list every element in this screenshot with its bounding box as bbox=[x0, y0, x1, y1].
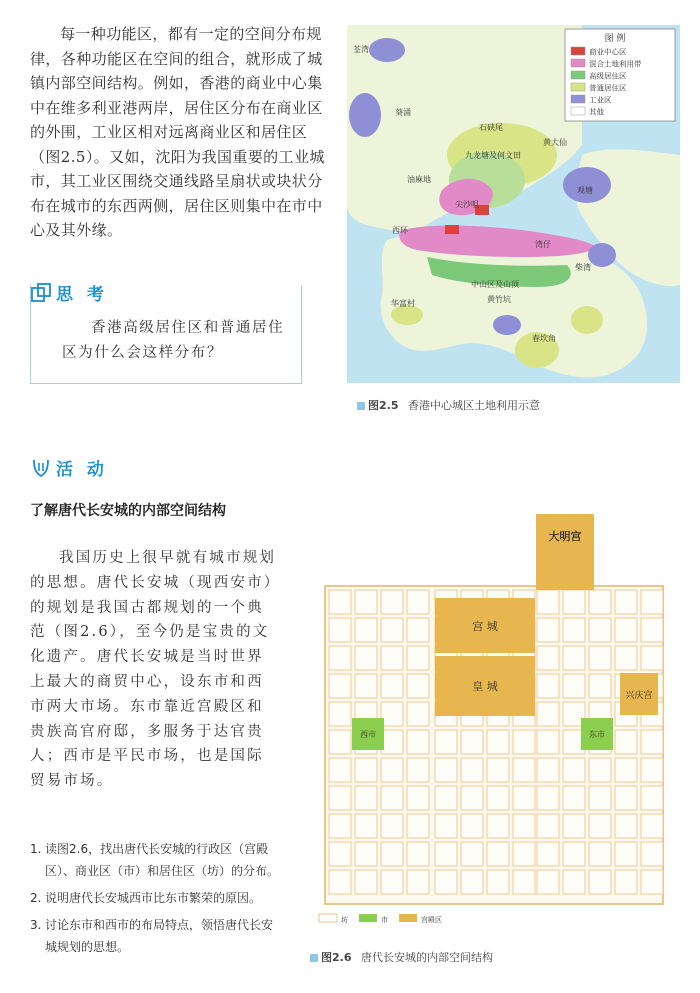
ward-block bbox=[487, 814, 509, 838]
ward-block bbox=[641, 590, 663, 614]
think-question: 香港高级居住区和普通居住区为什么会这样分布？ bbox=[62, 320, 285, 361]
ward-block bbox=[563, 674, 585, 698]
legend-swatch-market bbox=[359, 914, 377, 922]
map-place-label: 华富村 bbox=[391, 299, 415, 308]
ward-block bbox=[329, 646, 351, 670]
map-legend bbox=[565, 29, 675, 121]
think-icon bbox=[30, 282, 52, 304]
legend-label-palace: 宫殿区 bbox=[421, 916, 442, 924]
ward-block bbox=[589, 842, 611, 866]
ward-block bbox=[487, 786, 509, 810]
ward-block bbox=[563, 758, 585, 782]
ward-block bbox=[615, 646, 637, 670]
palace-city-label: 宫 城 bbox=[472, 620, 498, 633]
map-place-label: 春坎角 bbox=[532, 334, 556, 343]
activity-paragraph: 我国历史上很早就有城市规划的思想。唐代长安城（现西安市）的规划是我国古都规划的一个典范（图2.6），至今仍是宝贵的文化遗产。唐代长安城是当时世界上最大的商贸中心，设东市和西市两大市场。东市靠近宫殿区和贵族高官府邸，多服务于达官贵人；西市是平民市场，也是国际贸易市场。 bbox=[30, 550, 277, 790]
ward-block bbox=[381, 786, 403, 810]
ward-block bbox=[589, 590, 611, 614]
fig25-caption-text: 香港中心城区土地利用示意 bbox=[408, 399, 540, 412]
ward-block bbox=[589, 814, 611, 838]
ward-block bbox=[589, 646, 611, 670]
ward-block bbox=[513, 786, 535, 810]
ward-block bbox=[641, 786, 663, 810]
ward-block bbox=[537, 814, 559, 838]
ward-block bbox=[407, 590, 429, 614]
ward-block bbox=[537, 842, 559, 866]
ward-block bbox=[355, 590, 377, 614]
ward-block bbox=[329, 674, 351, 698]
legend-label-ward: 坊 bbox=[341, 916, 348, 924]
legend-label: 混合土地利用带 bbox=[589, 59, 642, 69]
ward-block bbox=[461, 730, 483, 754]
ward-block bbox=[355, 674, 377, 698]
map-place-label: 黄大仙 bbox=[543, 138, 567, 147]
map-zone-industry-west bbox=[349, 93, 381, 137]
map-zone-normal-res-e bbox=[571, 306, 603, 334]
ward-block bbox=[615, 842, 637, 866]
ward-block bbox=[615, 814, 637, 838]
ward-block bbox=[407, 758, 429, 782]
legend-swatch bbox=[571, 83, 585, 91]
ward-block bbox=[329, 618, 351, 642]
ward-block bbox=[537, 730, 559, 754]
fig25-caption-num: 图2.5 bbox=[368, 399, 399, 412]
ward-block bbox=[435, 814, 457, 838]
ward-block bbox=[615, 870, 637, 894]
plan-legend bbox=[319, 914, 442, 924]
ward-block bbox=[381, 758, 403, 782]
task-text: 读图2.6，找出唐代长安城的行政区（宫殿区）、商业区（市）和居住区（坊）的分布。 bbox=[45, 842, 280, 878]
ward-block bbox=[381, 870, 403, 894]
xingqing-palace-label: 兴庆宫 bbox=[625, 691, 653, 701]
task-number: 2. bbox=[30, 891, 42, 905]
map-place-label: 尖沙咀 bbox=[455, 200, 479, 209]
map-place-label: 石硖尾 bbox=[479, 123, 503, 132]
ward-block bbox=[435, 842, 457, 866]
activity-heading-text: 活 动 bbox=[56, 460, 108, 480]
task-text: 说明唐代长安城西市比东市繁荣的原因。 bbox=[45, 891, 262, 905]
ward-block bbox=[329, 814, 351, 838]
ward-block bbox=[329, 590, 351, 614]
ward-block bbox=[461, 842, 483, 866]
ward-block bbox=[329, 842, 351, 866]
ward-block bbox=[537, 758, 559, 782]
ward-block bbox=[513, 758, 535, 782]
map-zone-industry-ne bbox=[563, 167, 611, 203]
legend-swatch bbox=[571, 47, 585, 55]
ward-block bbox=[513, 842, 535, 866]
ward-block bbox=[641, 814, 663, 838]
legend-label: 普通居住区 bbox=[589, 83, 627, 93]
map-zone-normal-res-w bbox=[391, 305, 423, 325]
ward-block bbox=[641, 842, 663, 866]
ward-block bbox=[537, 870, 559, 894]
legend-label-market: 市 bbox=[381, 916, 388, 924]
hong-kong-land-use-map bbox=[347, 25, 680, 383]
map-zone-industry-e bbox=[588, 243, 616, 267]
task-item bbox=[30, 838, 280, 882]
legend-swatch bbox=[571, 59, 585, 67]
task-number: 1. bbox=[30, 842, 42, 856]
intro-paragraph: 每一种功能区，都有一定的空间分布规律，各种功能区在空间的组合，就形成了城镇内部空间结构。例如，香港的商业中心集中在维多利亚港两岸，居住区分布在商业区的外围，工业区相对远离商业区和居住区（图2.5）。又如，沈阳为我国重要的工业城市，其工业区围绕交通线路呈扇状或块状分布在城市的东西两侧，居住区则集中在市中心及其外缘。 bbox=[30, 25, 325, 239]
map-place-label: 西环 bbox=[392, 226, 408, 235]
legend-swatch bbox=[571, 107, 585, 115]
ward-block bbox=[537, 618, 559, 642]
ward-block bbox=[381, 814, 403, 838]
ward-block bbox=[563, 870, 585, 894]
ward-block bbox=[487, 758, 509, 782]
daming-palace bbox=[536, 514, 594, 590]
ward-block bbox=[329, 730, 351, 754]
map-place-label: 观塘 bbox=[577, 186, 593, 195]
fig25-caption bbox=[357, 397, 540, 413]
ward-block bbox=[355, 618, 377, 642]
ward-block bbox=[407, 870, 429, 894]
ward-block bbox=[537, 646, 559, 670]
ward-block bbox=[513, 730, 535, 754]
ward-block bbox=[537, 674, 559, 698]
imperial-city-label: 皇 城 bbox=[472, 680, 498, 693]
legend-label: 其他 bbox=[589, 107, 604, 117]
ward-block bbox=[537, 702, 559, 726]
ward-block bbox=[615, 590, 637, 614]
ward-block bbox=[589, 758, 611, 782]
daming-palace-label: 大明宫 bbox=[548, 530, 582, 543]
ward-block bbox=[487, 730, 509, 754]
ward-block bbox=[641, 618, 663, 642]
ward-block bbox=[615, 730, 637, 754]
ward-block bbox=[641, 646, 663, 670]
activity-icon bbox=[30, 457, 52, 479]
task-number: 3. bbox=[30, 918, 42, 932]
ward-block bbox=[329, 786, 351, 810]
ward-block bbox=[381, 702, 403, 726]
task-list bbox=[30, 838, 280, 963]
ward-block bbox=[461, 870, 483, 894]
ward-block bbox=[407, 786, 429, 810]
ward-block bbox=[355, 870, 377, 894]
legend-swatch bbox=[571, 95, 585, 103]
ward-block bbox=[641, 730, 663, 754]
legend-label: 高级居住区 bbox=[589, 71, 627, 81]
ward-block bbox=[355, 786, 377, 810]
map-legend-title: 图 例 bbox=[604, 34, 626, 44]
ward-block bbox=[435, 870, 457, 894]
east-market-label: 东市 bbox=[589, 730, 605, 739]
ward-block bbox=[641, 870, 663, 894]
ward-block bbox=[329, 870, 351, 894]
ward-block bbox=[355, 814, 377, 838]
ward-block bbox=[537, 786, 559, 810]
fig26-caption bbox=[310, 949, 493, 965]
fig26-caption-num: 图2.6 bbox=[321, 951, 352, 964]
ward-block bbox=[435, 730, 457, 754]
ward-block bbox=[563, 814, 585, 838]
map-place-label: 湾仔 bbox=[535, 240, 551, 249]
legend-swatch-palace bbox=[399, 914, 417, 922]
ward-block bbox=[589, 870, 611, 894]
ward-block bbox=[407, 646, 429, 670]
ward-block bbox=[381, 590, 403, 614]
ward-block bbox=[563, 590, 585, 614]
ward-block bbox=[407, 814, 429, 838]
legend-label: 商业中心区 bbox=[589, 47, 627, 57]
ward-block bbox=[563, 646, 585, 670]
ward-block bbox=[615, 786, 637, 810]
ward-block bbox=[355, 758, 377, 782]
ward-block bbox=[615, 758, 637, 782]
ward-block bbox=[435, 758, 457, 782]
activity-heading bbox=[30, 455, 108, 480]
ward-block bbox=[615, 618, 637, 642]
fig26-caption-text: 唐代长安城的内部空间结构 bbox=[361, 951, 493, 964]
map-place-label: 荃湾 bbox=[353, 45, 369, 54]
legend-label: 工业区 bbox=[589, 95, 612, 105]
ward-block bbox=[407, 842, 429, 866]
changan-city-plan bbox=[307, 508, 690, 942]
ward-block bbox=[563, 618, 585, 642]
map-place-label: 黄竹坑 bbox=[487, 295, 511, 304]
ward-block bbox=[407, 674, 429, 698]
map-zone-industry-s bbox=[493, 315, 521, 335]
ward-block bbox=[435, 786, 457, 810]
ward-block bbox=[461, 758, 483, 782]
ward-block bbox=[381, 646, 403, 670]
ward-block bbox=[355, 646, 377, 670]
west-market-label: 西市 bbox=[360, 730, 376, 739]
ward-block bbox=[407, 730, 429, 754]
ward-block bbox=[589, 786, 611, 810]
ward-block bbox=[589, 674, 611, 698]
ward-block bbox=[513, 814, 535, 838]
ward-block bbox=[563, 786, 585, 810]
task-item bbox=[30, 887, 280, 909]
ward-block bbox=[381, 674, 403, 698]
ward-block bbox=[407, 702, 429, 726]
ward-block bbox=[329, 702, 351, 726]
ward-block bbox=[589, 618, 611, 642]
ward-block bbox=[563, 842, 585, 866]
ward-block bbox=[381, 842, 403, 866]
ward-block bbox=[329, 758, 351, 782]
ward-block bbox=[487, 842, 509, 866]
map-place-label: 中山区及山顶 bbox=[471, 280, 519, 289]
task-text: 讨论东市和西市的布局特点，领悟唐代长安城规划的思想。 bbox=[45, 918, 274, 954]
activity-title: 了解唐代长安城的内部空间结构 bbox=[30, 503, 226, 519]
ward-block bbox=[355, 842, 377, 866]
map-place-label: 柴湾 bbox=[575, 263, 591, 272]
ward-block bbox=[487, 870, 509, 894]
ward-block bbox=[513, 870, 535, 894]
task-item bbox=[30, 914, 280, 958]
ward-block bbox=[407, 618, 429, 642]
ward-block bbox=[381, 618, 403, 642]
legend-swatch bbox=[571, 71, 585, 79]
map-zone-cbd-central bbox=[445, 225, 459, 234]
ward-block bbox=[461, 786, 483, 810]
map-place-label: 九龙塘及何文田 bbox=[465, 151, 521, 160]
ward-block bbox=[461, 814, 483, 838]
think-heading bbox=[30, 280, 108, 305]
map-zone-industry-west2 bbox=[369, 38, 405, 62]
ward-block bbox=[641, 758, 663, 782]
ward-block bbox=[381, 730, 403, 754]
map-place-label: 油麻地 bbox=[407, 175, 431, 184]
legend-swatch-ward bbox=[319, 914, 337, 922]
map-place-label: 葵涌 bbox=[395, 108, 411, 117]
ward-block bbox=[537, 590, 559, 614]
think-heading-text: 思 考 bbox=[56, 285, 108, 305]
